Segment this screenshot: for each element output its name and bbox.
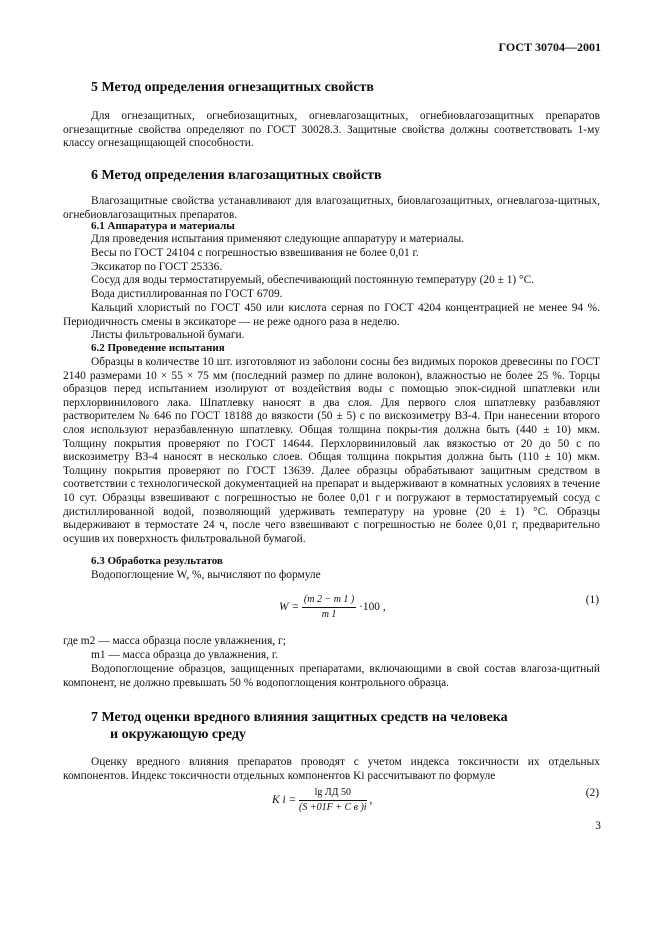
formula-2-numerator: lg ЛД 50 bbox=[299, 787, 367, 801]
formula-2-tail: , bbox=[369, 794, 373, 807]
section-7-heading-line-2: и окружающую среду bbox=[110, 727, 247, 742]
section-5-heading: 5 Метод определения огнезащитных свойств bbox=[91, 80, 374, 95]
section-6-intro: Влагозащитные свойства устанавливают для влагозащитных, биовлагозащитных, огневлагоза-щитных, огнебиовлагозащитных препаратов. bbox=[63, 195, 600, 221]
section-7-heading-line-1: 7 Метод оценки вредного влияния защитных средств на человека bbox=[91, 710, 508, 725]
section-6-heading: 6 Метод определения влагозащитных свойств bbox=[91, 168, 382, 183]
subsection-6-1-heading: 6.1 Аппаратура и материалы bbox=[91, 220, 235, 232]
formula-2-lhs: K i = bbox=[272, 794, 297, 807]
page-number: 3 bbox=[595, 820, 601, 832]
formula-1-lhs: W = bbox=[279, 601, 300, 614]
formula-2 bbox=[272, 787, 372, 814]
section-7-paragraph: Оценку вредного влияния препаратов проводят с учетом индекса токсичности их отдельных компонентов. Индекс токсичности отдельных компонентов Ki рассчитывают по формуле bbox=[63, 756, 600, 782]
formula-2-number: (2) bbox=[585, 787, 599, 799]
formula-1-tail: ·100 , bbox=[359, 601, 386, 614]
apparatus-vessel: Сосуд для воды термостатируемый, обеспечивающий постоянную температуру (20 ± 1) °С. bbox=[91, 274, 535, 286]
apparatus-filter-paper: Листы фильтровальной бумаги. bbox=[91, 329, 245, 341]
variable-m2: где m2 — масса образца после увлажнения, г; bbox=[63, 635, 286, 647]
formula-1-denominator: m 1 bbox=[321, 609, 337, 620]
formula-1-numerator: (m 2 − m 1 ) bbox=[302, 594, 356, 608]
formula-1-number: (1) bbox=[585, 594, 599, 606]
test-procedure-paragraph: Образцы в количестве 10 шт. изготовляют из заболони сосны без видимых пороков древесины по ГОСТ 2140 размерами 10 × 55 × 75 мм (последний размер по длине волокон), влажностью не более 25 %. Торцы образцов перед испытанием изолируют от воздействия воды с помощью эпок-сидной шпатлевки или перхлорвинилового лака. Шпатлевку наносят в два слоя. Для первого слоя шпатлевку разбавляют растворителем № 646 по ГОСТ 18188 до вязкости (50 ± 5) с по вискозиметру ВЗ-4. При нанесении второго слоя используют неразбавленную шпатлевку. Общая толщина покры-тия должна быть (440 ± 10) мкм. Толщину покрытия проверяют по ГОСТ 14644. Перхлорвиниловый лак вязкостью от 20 до 50 с по вискозиметру ВЗ-4 наносят в несколько слоев. Общая толщина покрытия должна быть (110 ± 10) мкм. Толщину покрытия проверяют по ГОСТ 13639. Далее образцы обрабатывают защитным средством в соответствии с технологической документацией на препарат и выдерживают в комнатных условиях в течение 10 сут. Образцы взвешивают с погрешностью не более 0,01 г и погружают в термостатируемый сосуд с дистиллированной водой, позволяющий удерживать температуру на уровне (20 ± 1) °С. Образцы выдерживают в термостате 24 ч, после чего взвешивают с погрешностью не более 0,01 г, предварительно осушив их поверхность фильтровальной бумагой. bbox=[63, 356, 600, 545]
section-5-paragraph: Для огнезащитных, огнебиозащитных, огневлагозащитных, огнебиовлагозащитных препаратов огнезащитные свойства определяют по ГОСТ 30028.3. Защитные свойства должны соответствовать 1-му классу огнезащищающей способности. bbox=[63, 110, 600, 150]
apparatus-calcium-chloride: Кальций хлористый по ГОСТ 450 или кислота серная по ГОСТ 4204 концентрацией не менее 94 %. Периодичность смены в эксикаторе — не реже одного раза в неделю. bbox=[63, 302, 600, 328]
water-absorption-limit: Водопоглощение образцов, защищенных препаратами, включающими в свой состав влагоза-щитный компонент, не должно превышать 50 % водопоглощения контрольного образца. bbox=[63, 663, 600, 689]
water-absorption-intro: Водопоглощение W, %, вычисляют по формуле bbox=[91, 569, 321, 581]
apparatus-intro: Для проведения испытания применяют следующие аппаратуру и материалы. bbox=[91, 233, 465, 245]
apparatus-water: Вода дистиллированная по ГОСТ 6709. bbox=[91, 288, 283, 300]
subsection-6-3-heading: 6.3 Обработка результатов bbox=[91, 555, 223, 567]
formula-2-fraction bbox=[299, 787, 367, 814]
apparatus-scales: Весы по ГОСТ 24104 с погрешностью взвешивания не более 0,01 г. bbox=[91, 247, 419, 259]
document-header: ГОСТ 30704—2001 bbox=[498, 40, 601, 54]
apparatus-desiccator: Эксикатор по ГОСТ 25336. bbox=[91, 261, 223, 273]
formula-2-denominator: (S +01F + C в )i bbox=[299, 802, 367, 813]
variable-m1: m1 — масса образца до увлажнения, г. bbox=[91, 649, 279, 661]
formula-1-fraction bbox=[302, 594, 356, 621]
subsection-6-2-heading: 6.2 Проведение испытания bbox=[91, 342, 225, 354]
formula-1 bbox=[279, 594, 386, 621]
